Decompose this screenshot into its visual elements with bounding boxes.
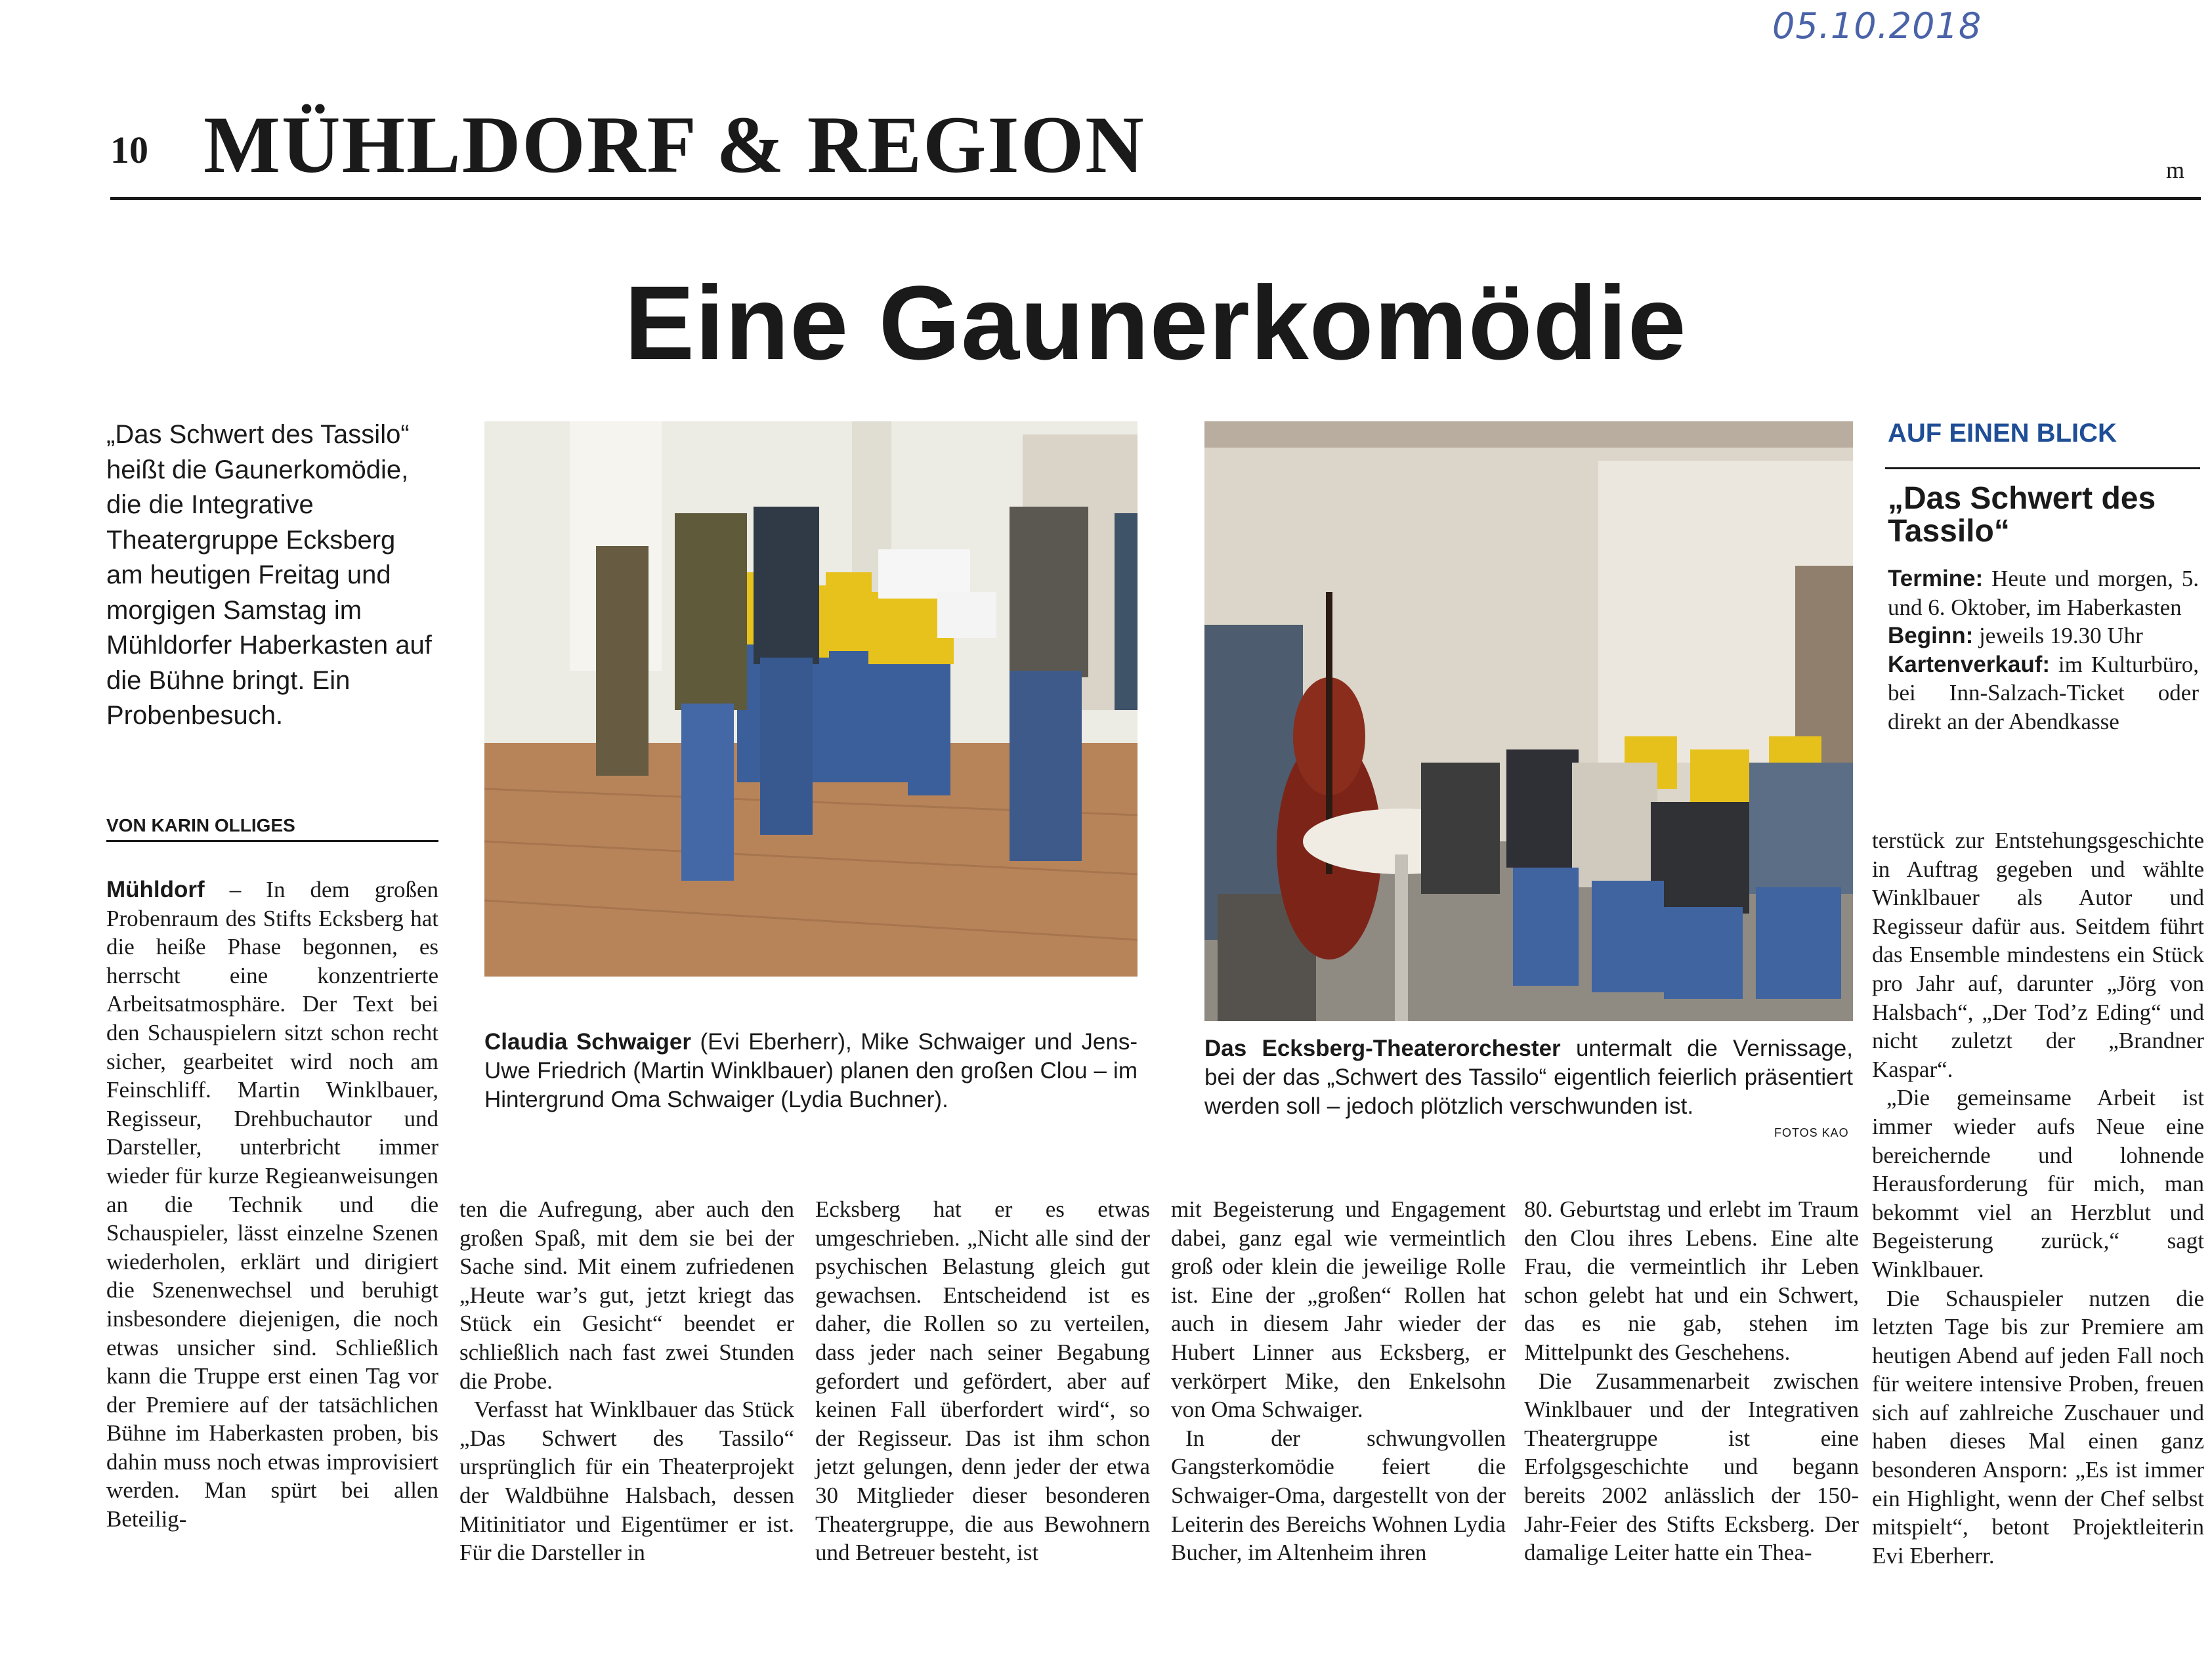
column-text: „Die gemeinsame Arbeit ist immer wieder aufs Neue eine bereichernde und lohnende Herausforderung für mich, man bekommt viel an Herzblut und Begeisterung zurück,“ sagt Winklbauer. — [1872, 1085, 2204, 1282]
info-value: jeweils 19.30 Uhr — [1973, 623, 2143, 649]
handwritten-date: 05.10.2018 — [1772, 5, 1982, 47]
page-number: 10 — [110, 129, 148, 171]
info-item — [1888, 650, 2199, 736]
dateline: Mühldorf — [106, 877, 205, 902]
lead-paragraph: „Das Schwert des Tassilo“ heißt die Gaunerkomödie, die die Integrative Theatergruppe Ecksberg am heutigen Freitag und morgigen Samstag im Mühldorfer Haberkasten auf die Bühne bringt. Ein Probenbesuch. — [106, 420, 432, 730]
info-key: Kartenverkauf: — [1888, 651, 2051, 677]
article-column-4 — [1171, 1195, 1506, 1567]
info-box-details — [1888, 564, 2199, 736]
photo-credit: FOTOS KAO — [1774, 1126, 1849, 1139]
section-title: MÜHLDORF & REGION — [203, 100, 1145, 190]
info-box-label: AUF EINEN BLICK — [1888, 419, 2117, 448]
column-text: – In dem großen Probenraum des Stifts Ecksberg hat die heiße Phase begonnen, es herrscht eine konzentrierte Arbeitsatmosphäre. Der Text bei den Schauspielern sitzt schon recht sicher, gearbeitet wird noch am Feinschliff. Martin Winklbauer, Regisseur, Drehbuchautor und Darsteller, unterbricht immer wieder für kurze Regieanweisungen an die Technik und die Schauspieler, lässt einzelne Szenen wiederholen, erklärt und dirigiert die Szenenwechsel und beruhigt insbesondere diejenigen, die noch etwas unsicher sind. Schließlich kann die Truppe erst einen Tag vor der Premiere auf der tatsächlichen Bühne im Haberkasten proben, bis dahin muss noch etwas improvisiert werden. Man spürt bei allen Beteilig- — [106, 877, 439, 1532]
column-text: 80. Geburtstag und erlebt im Traum den Clou ihres Lebens. Eine alte Frau, die vermeintlich ihr Leben schon gelebt hat und ein Schwert, das es nie gab, stehen im Mittelpunkt des Geschehens. — [1524, 1196, 1859, 1365]
photo-caption-2 — [1204, 1034, 1853, 1121]
headline: Eine Gaunerkomödie — [624, 264, 1687, 381]
info-key: Beginn: — [1888, 623, 1974, 649]
article-column-3 — [815, 1195, 1150, 1567]
section-code: m — [2166, 157, 2185, 183]
column-text: Die Zusammenarbeit zwischen Winklbauer und der Integrativen Theatergruppe ist eine Erfolgsgeschichte und begann bereits 2002 anlässlich der 150-Jahr-Feier des Stifts Ecksberg. Der damalige Leiter hatte ein Thea- — [1524, 1368, 1859, 1566]
info-item — [1888, 564, 2199, 622]
article-column-1 — [106, 875, 438, 1534]
info-item — [1888, 622, 2199, 650]
rehearsal-scene-illustration — [484, 421, 1138, 977]
article-column-5 — [1524, 1195, 1859, 1567]
column-text: Die Schauspieler nutzen die letzten Tage bis zur Premiere am heutigen Abend auf jeden Fall noch für weitere intensive Proben, freuen sich auf zahlreiche Zuschauer und haben dieses Mal einen ganz besonderen Ansporn: „Es ist immer ein Highlight, wenn der Chef selbst mitspielt“, betont Projektleiterin Evi Eberherr. — [1872, 1285, 2204, 1569]
column-text: ten die Aufregung, aber auch den großen Spaß, mit dem sie bei der Sache sind. Mit einem zufriedenen „Heute war’s gut, jetzt kriegt das Stück ein Gesicht“ beendet er schließlich nach fast zwei Stunden die Probe. — [459, 1196, 794, 1394]
rehearsal-photo — [484, 421, 1138, 977]
photo-caption-1 — [484, 1028, 1138, 1114]
info-box-rule — [1885, 467, 2200, 469]
byline: VON KARIN OLLIGES — [106, 815, 438, 842]
info-key: Termine: — [1888, 566, 1984, 591]
info-value: Heute und morgen, 5. und 6. Oktober, im Haberkasten — [1888, 566, 2199, 620]
column-text: terstück zur Entstehungsgeschichte in Auftrag gegeben und wählte Winklbauer als Autor und Regisseur dafür aus. Seitdem führt das Ensemble mindestens ein Stück pro Jahr auf, darunter „Jörg von Halsbach“, „Der Tod’z Eding“ und nicht zuletzt der „Brandner Kaspar“. — [1872, 828, 2204, 1082]
column-text: Verfasst hat Winklbauer das Stück „Das Schwert des Tassilo“ ursprünglich für ein Theaterprojekt der Waldbühne Halsbach, dessen Mitinitiator und Eigentümer er ist. Für die Darsteller in — [459, 1397, 794, 1566]
orchestra-scene-illustration — [1204, 421, 1853, 1021]
info-box-title: „Das Schwert des Tassilo“ — [1888, 481, 2156, 549]
column-text: mit Begeisterung und Engagement dabei, ganz egal wie vermeintlich groß oder klein die jeweilige Rolle ist. Eine der „großen“ Rollen hat auch in diesem Jahr wieder der Hubert Linner aus Ecksberg, er verkörpert Mike, den Enkelsohn von Oma Schwaiger. — [1171, 1196, 1506, 1423]
info-value: im Kulturbüro, bei Inn-Salzach-Ticket oder direkt an der Abendkasse — [1888, 651, 2199, 734]
caption-name: Claudia Schwaiger — [484, 1029, 691, 1055]
column-text: Ecksberg hat er es etwas umgeschrieben. „Nicht alle sind der psychischen Belastung gleich gut gewachsen. Entscheidend ist es daher, die Rollen so zu verteilen, dass jeder nach seiner Begabung gefordert und gefördert, aber auf keinen Fall überfordert wird“, so der Regisseur. Das ist ihm schon jetzt gelungen, denn jeder der etwa 30 Mitglieder dieser besonderen Theatergruppe, die aus Bewohnern und Betreuer besteht, ist — [815, 1196, 1150, 1566]
orchestra-photo — [1204, 421, 1853, 1021]
column-text: In der schwungvollen Gangsterkomödie feiert die Schwaiger-Oma, dargestellt von der Leiterin des Bereichs Wohnen Lydia Bucher, im Altenheim ihren — [1171, 1425, 1506, 1566]
caption-name: Das Ecksberg-Theaterorchester — [1204, 1036, 1561, 1061]
article-column-2 — [459, 1195, 794, 1567]
caption-text: untermalt die Vernissage, bei der das „Schwert des Tassilo“ eigentlich feierlich präsentiert werden soll – jedoch plötzlich verschwunden ist. — [1204, 1036, 1853, 1119]
header-rule — [110, 197, 2201, 200]
article-column-6 — [1872, 826, 2204, 1570]
caption-text: (Evi Eberherr), Mike Schwaiger und Jens-Uwe Friedrich (Martin Winklbauer) planen den großen Clou – im Hintergrund Oma Schwaiger (Lydia Buchner). — [484, 1029, 1138, 1112]
